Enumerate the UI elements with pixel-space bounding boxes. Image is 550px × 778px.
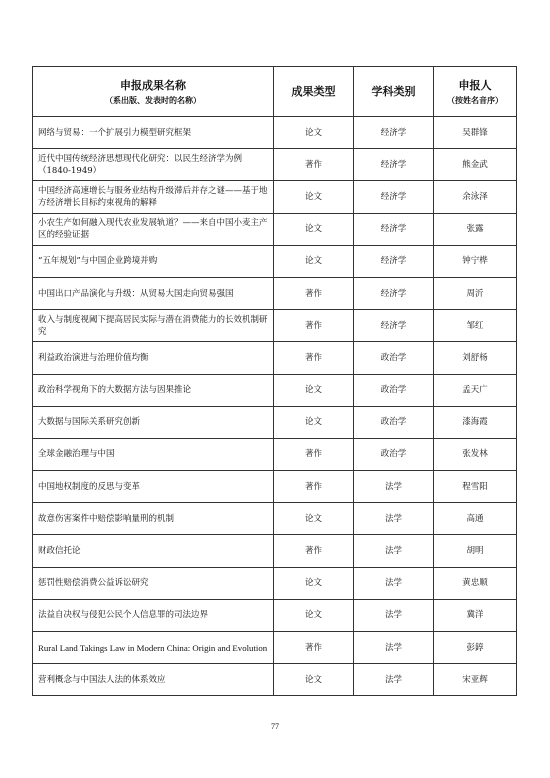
table-row [33,503,517,535]
row-title-cell: 法益自决权与侵犯公民个人信息罪的司法边界 [33,599,274,631]
row-discipline-cell: 法学 [354,599,434,631]
row-applicant-cell: 高通 [434,503,517,535]
table-body [33,117,517,696]
row-discipline-cell: 法学 [354,471,434,503]
row-type-cell: 论文 [274,406,354,438]
row-type-cell: 论文 [274,374,354,406]
results-table-sheet [32,66,516,696]
row-title-cell: 营利概念与中国法人法的体系效应 [33,664,274,696]
row-discipline-cell: 经济学 [354,310,434,342]
row-applicant-cell: 张露 [434,213,517,245]
table-header-row [33,67,517,117]
row-discipline-cell: 经济学 [354,277,434,309]
row-type-cell: 论文 [274,567,354,599]
row-title-cell: 全球金融治理与中国 [33,438,274,470]
row-applicant-cell: 张发林 [434,438,517,470]
header-applicant-cell [434,67,517,117]
table-row [33,342,517,374]
row-title-cell: 近代中国传统经济思想现代化研究：以民生经济学为例（1840-1949） [33,149,274,181]
header-applicant-sub: （按姓名音序） [447,94,503,105]
row-discipline-cell: 政治学 [354,406,434,438]
header-discipline: 学科类别 [371,84,416,98]
row-discipline-cell: 法学 [354,632,434,664]
table-row [33,535,517,567]
row-type-cell: 论文 [274,664,354,696]
row-discipline-cell: 经济学 [354,181,434,213]
row-title-cell: 网络与贸易：一个扩展引力模型研究框架 [33,117,274,149]
table-row [33,374,517,406]
row-title-cell: 中国出口产品演化与升级：从贸易大国走向贸易强国 [33,277,274,309]
header-title-sub: （系出版、发表时的名称） [105,94,201,105]
table-row [33,181,517,213]
row-discipline-cell: 经济学 [354,117,434,149]
row-title-cell: 收入与制度视阈下提高居民实际与潜在消费能力的长效机制研究 [33,310,274,342]
table-row [33,277,517,309]
table-row [33,438,517,470]
table-row [33,471,517,503]
row-applicant-cell: 冀洋 [434,599,517,631]
row-title-cell: 中国经济高速增长与服务业结构升级滞后并存之谜——基于地方经济增长目标约束视角的解释 [33,181,274,213]
row-type-cell: 著作 [274,632,354,664]
row-discipline-cell: 法学 [354,664,434,696]
row-applicant-cell: 程雪阳 [434,471,517,503]
table-row [33,245,517,277]
row-title-cell: 惩罚性赔偿消费公益诉讼研究 [33,567,274,599]
row-title-cell: 财政信托论 [33,535,274,567]
row-title-cell: 小农生产如何融入现代农业发展轨道？——来自中国小麦主产区的经验证据 [33,213,274,245]
row-type-cell: 论文 [274,213,354,245]
row-type-cell: 著作 [274,149,354,181]
row-applicant-cell: 熊金武 [434,149,517,181]
row-title-cell: 政治科学视角下的大数据方法与因果推论 [33,374,274,406]
table-row [33,117,517,149]
header-type-cell [274,67,354,117]
row-type-cell: 论文 [274,245,354,277]
row-title-cell: “五年规划”与中国企业跨境并购 [33,245,274,277]
row-title-cell: 利益政治演进与治理价值均衡 [33,342,274,374]
row-discipline-cell: 法学 [354,503,434,535]
row-applicant-cell: 孟天广 [434,374,517,406]
row-type-cell: 论文 [274,503,354,535]
row-type-cell: 著作 [274,438,354,470]
results-table [32,66,517,696]
row-applicant-cell: 刘舒杨 [434,342,517,374]
table-row [33,406,517,438]
header-type: 成果类型 [291,84,336,98]
row-discipline-cell: 政治学 [354,438,434,470]
table-row [33,310,517,342]
row-discipline-cell: 法学 [354,535,434,567]
row-type-cell: 著作 [274,471,354,503]
row-type-cell: 著作 [274,535,354,567]
table-row [33,213,517,245]
row-applicant-cell: 邹红 [434,310,517,342]
row-type-cell: 著作 [274,277,354,309]
table-row [33,567,517,599]
row-applicant-cell: 周沂 [434,277,517,309]
row-applicant-cell: 胡明 [434,535,517,567]
row-applicant-cell: 黄忠顺 [434,567,517,599]
row-discipline-cell: 经济学 [354,149,434,181]
row-discipline-cell: 政治学 [354,374,434,406]
row-title-cell: 故意伤害案件中赔偿影响量刑的机制 [33,503,274,535]
row-title-cell: 中国地权制度的反思与变革 [33,471,274,503]
row-type-cell: 论文 [274,181,354,213]
row-type-cell: 论文 [274,599,354,631]
row-discipline-cell: 经济学 [354,213,434,245]
row-applicant-cell: 漆海霞 [434,406,517,438]
row-title-cell: 大数据与国际关系研究创新 [33,406,274,438]
table-row [33,664,517,696]
row-type-cell: 论文 [274,117,354,149]
row-type-cell: 著作 [274,342,354,374]
header-applicant-main: 申报人 [458,78,492,92]
row-type-cell: 著作 [274,310,354,342]
table-row [33,599,517,631]
row-applicant-cell: 宋亚辉 [434,664,517,696]
row-title-cell: Rural Land Takings Law in Modern China: Origin and Evolution [33,632,274,664]
page-number: 77 [271,722,279,731]
row-discipline-cell: 法学 [354,567,434,599]
table-row [33,149,517,181]
row-applicant-cell: 钟宁桦 [434,245,517,277]
row-applicant-cell: 吴群锋 [434,117,517,149]
row-discipline-cell: 政治学 [354,342,434,374]
header-title-cell [33,67,274,117]
row-applicant-cell: 彭錞 [434,632,517,664]
header-title-main: 申报成果名称 [120,78,186,92]
row-discipline-cell: 经济学 [354,245,434,277]
header-discipline-cell [354,67,434,117]
row-applicant-cell: 余泳泽 [434,181,517,213]
table-row [33,632,517,664]
